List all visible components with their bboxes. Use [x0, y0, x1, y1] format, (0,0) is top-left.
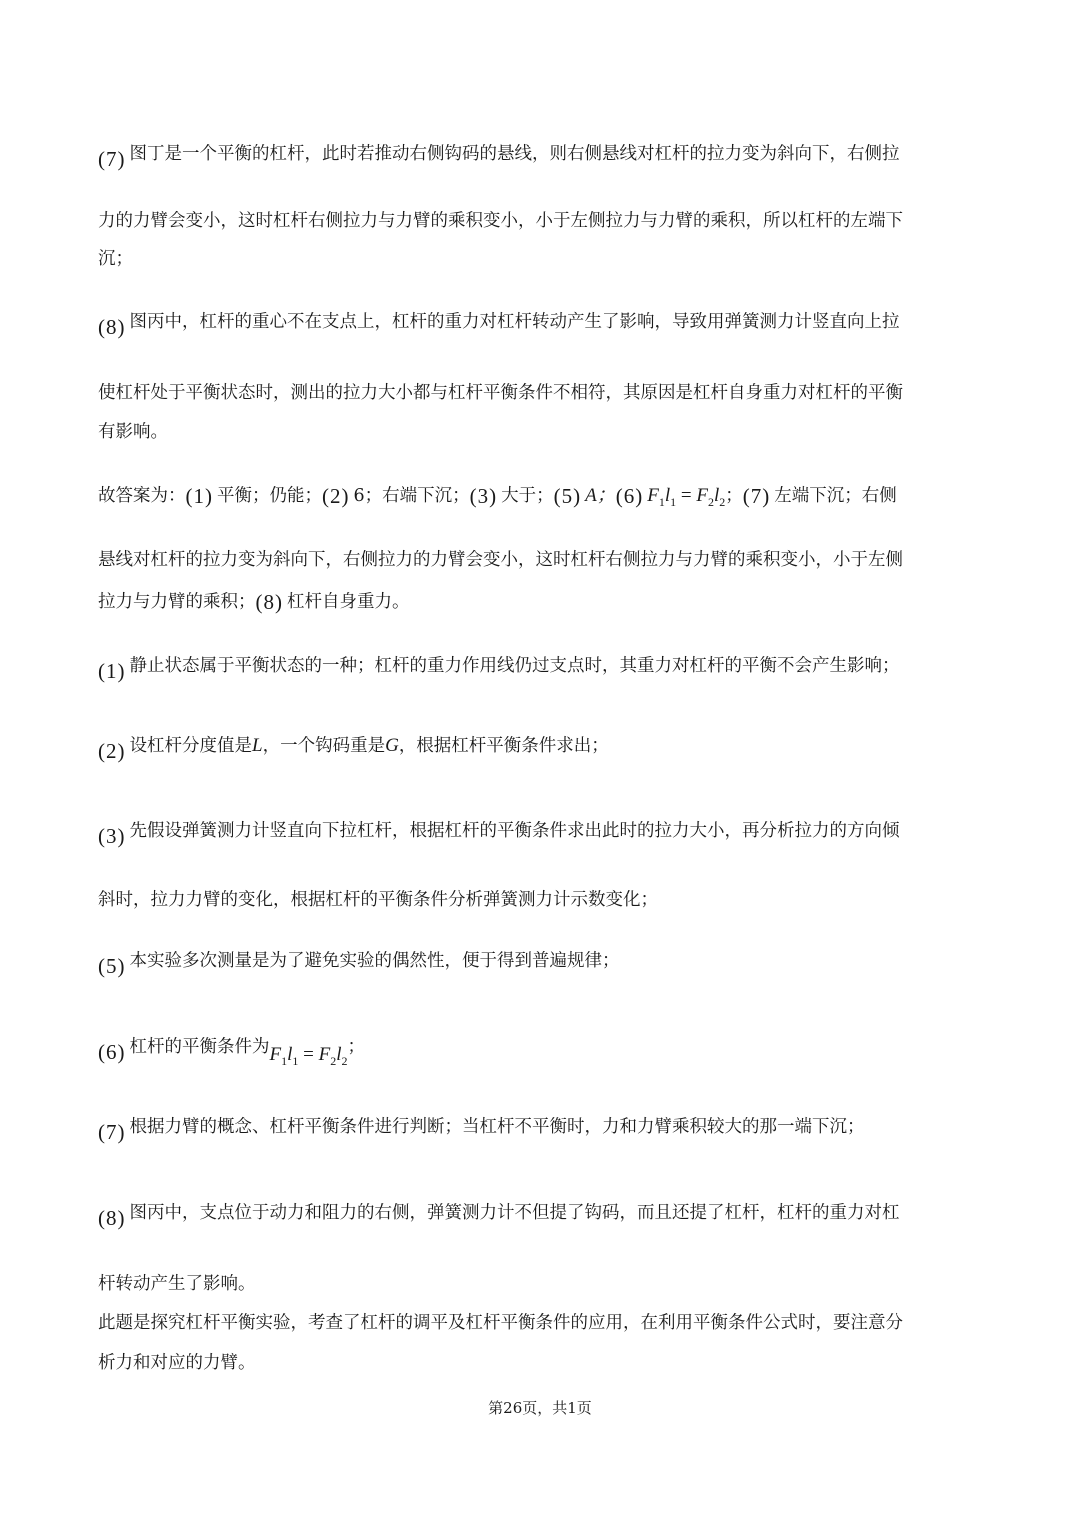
answer-text: 左端下沉；右侧	[774, 486, 897, 506]
variable-L: L	[252, 735, 263, 756]
answer-text: 杠杆自身重力。	[287, 592, 410, 612]
analysis-text: 本实验多次测量是为了避免实验的偶然性，便于得到普遍规律；	[129, 951, 620, 971]
analysis-text: 先假设弹簧测力计竖直向下拉杠杆，根据杠杆的平衡条件求出此时的拉力大小，再分析拉力的方向倾	[129, 821, 900, 841]
analysis-8-line-1	[98, 1199, 900, 1230]
comment-line-1: 此题是探究杠杆平衡实验，考查了杠杆的调平及杠杆平衡条件的应用，在利用平衡条件公式时，要注意分	[98, 1313, 903, 1333]
analysis-6	[98, 1033, 365, 1068]
comment-line-2: 析力和对应的力臂。	[98, 1353, 256, 1373]
answer-text: ；	[725, 486, 743, 506]
item-number: (1)	[98, 659, 126, 683]
answer-line-3	[98, 588, 410, 614]
analysis-7	[98, 1113, 865, 1144]
item-number: (6)	[98, 1040, 126, 1064]
answer-prefix: 故答案为：	[98, 486, 186, 506]
para-text: 图丁是一个平衡的杠杆，此时若推动右侧钩码的悬线，则右侧悬线对杠杆的拉力变为斜向下，右侧拉	[129, 144, 900, 164]
balance-formula: $F_1l_1 = F_2l_2$	[647, 485, 726, 509]
answer-text: 平衡；仍能；	[217, 486, 322, 506]
analysis-3-line-2: 斜时，拉力力臂的变化，根据杠杆的平衡条件分析弹簧测力计示数变化；	[98, 890, 658, 910]
analysis-text: 设杠杆分度值是	[129, 736, 252, 756]
item-number: (8)	[98, 1206, 126, 1230]
item-number: (1)	[185, 484, 213, 508]
answer-line-1	[98, 482, 897, 514]
analysis-text: 图丙中，支点位于动力和阻力的右侧，弹簧测力计不但提了钩码，而且还提了杠杆，杠杆的重力对杠	[129, 1203, 900, 1223]
item-number: (2)	[322, 484, 350, 508]
item-number: (7)	[98, 1120, 126, 1144]
item-number: (5)	[98, 954, 126, 978]
answer-text: A；	[585, 485, 616, 506]
answer-text: 6；右端下沉；	[353, 486, 470, 506]
item-number: (8)	[255, 590, 283, 614]
item-number: (3)	[469, 484, 498, 508]
item-number: (7)	[742, 484, 771, 508]
para-8-line-3: 有影响。	[98, 422, 168, 442]
analysis-text: 根据力臂的概念、杠杆平衡条件进行判断；当杠杆不平衡时，力和力臂乘积较大的那一端下沉；	[129, 1117, 865, 1137]
variable-G: G	[385, 735, 399, 756]
analysis-1	[98, 652, 900, 683]
answer-text: 拉力与力臂的乘积；	[98, 592, 256, 612]
page-footer: 第26页，共1页	[488, 1399, 592, 1417]
analysis-text: ，根据杠杆平衡条件求出；	[398, 736, 609, 756]
analysis-text: 静止状态属于平衡状态的一种；杠杆的重力作用线仍过支点时，其重力对杠杆的平衡不会产生影响；	[129, 656, 900, 676]
analysis-text: 杠杆的平衡条件为	[129, 1037, 270, 1057]
item-number: (3)	[98, 824, 126, 848]
item-number: (6)	[615, 484, 644, 508]
balance-formula: $F_1l_1 = F_2l_2$	[269, 1044, 348, 1068]
answer-text: 大于；	[501, 486, 554, 506]
para-text: 图丙中，杠杆的重心不在支点上，杠杆的重力对杠杆转动产生了影响，导致用弹簧测力计竖直向上拉	[129, 312, 900, 332]
analysis-5	[98, 947, 620, 978]
para-7-line-1	[98, 140, 900, 171]
item-number: (2)	[98, 739, 126, 763]
analysis-2	[98, 732, 609, 763]
item-number: (5)	[553, 484, 582, 508]
answer-line-2: 悬线对杠杆的拉力变为斜向下，右侧拉力的力臂会变小，这时杠杆右侧拉力与力臂的乘积变小，小于左侧	[98, 550, 903, 570]
para-8-line-2: 使杠杆处于平衡状态时，测出的拉力大小都与杠杆平衡条件不相符，其原因是杠杆自身重力对杠杆的平衡	[98, 383, 903, 403]
analysis-3-line-1	[98, 817, 900, 848]
para-7-line-3: 沉；	[98, 249, 133, 269]
analysis-text: ，一个钩码重是	[262, 736, 386, 756]
para-8-line-1	[98, 308, 900, 339]
para-7-line-2: 力的力臂会变小，这时杠杆右侧拉力与力臂的乘积变小，小于左侧拉力与力臂的乘积，所以杠杆的左端下	[98, 211, 903, 231]
analysis-8-line-2: 杆转动产生了影响。	[98, 1274, 256, 1294]
analysis-text: ；	[347, 1037, 365, 1057]
item-number: (8)	[98, 315, 126, 339]
item-number: (7)	[98, 147, 126, 171]
